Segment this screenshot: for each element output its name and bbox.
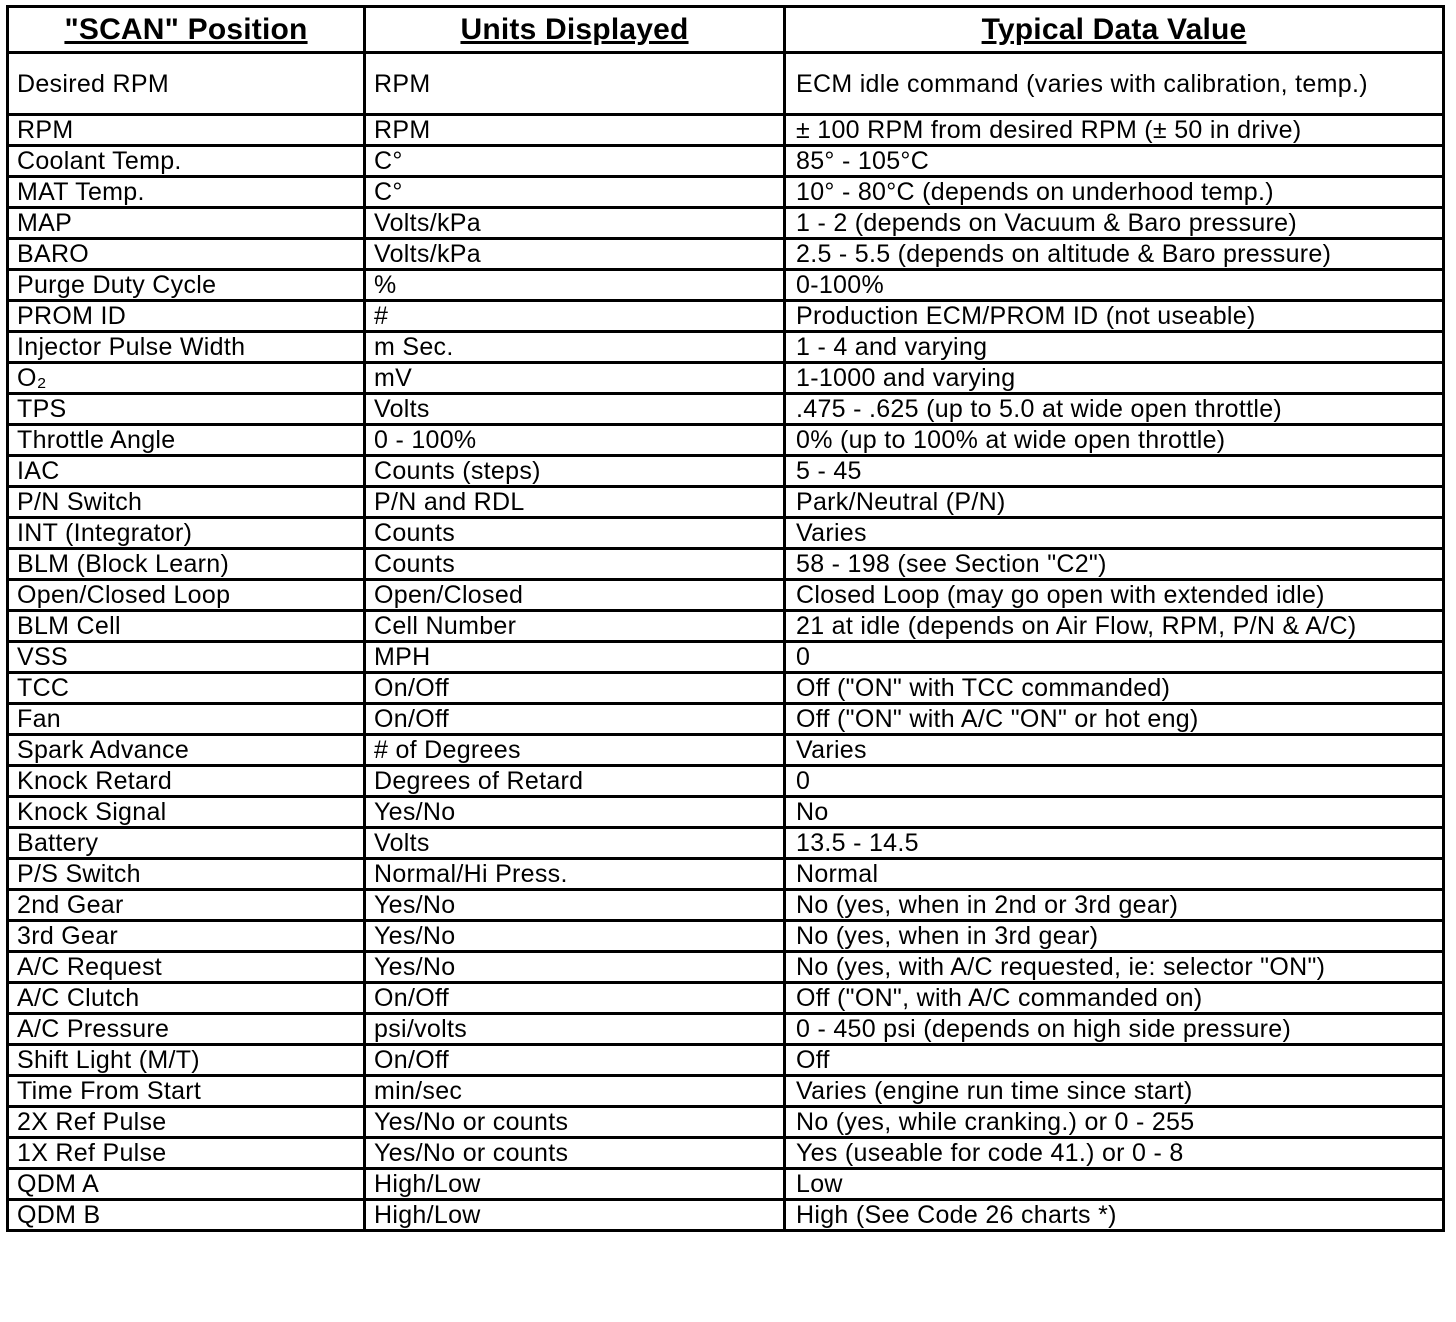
table-row bbox=[8, 1014, 1444, 1045]
value-cell: 13.5 - 14.5 bbox=[785, 828, 1444, 859]
scan-position-cell: Knock Retard bbox=[8, 766, 365, 797]
scan-position-cell: A/C Clutch bbox=[8, 983, 365, 1014]
scan-position-cell: BLM (Block Learn) bbox=[8, 549, 365, 580]
scan-position-cell: Coolant Temp. bbox=[8, 146, 365, 177]
scan-position-cell: 3rd Gear bbox=[8, 921, 365, 952]
value-cell: 58 - 198 (see Section "C2") bbox=[785, 549, 1444, 580]
table-row bbox=[8, 735, 1444, 766]
units-cell: Yes/No bbox=[365, 952, 785, 983]
scan-position-cell: TCC bbox=[8, 673, 365, 704]
header-typical-data-value: Typical Data Value bbox=[785, 7, 1444, 53]
value-cell: Off bbox=[785, 1045, 1444, 1076]
value-cell: ± 100 RPM from desired RPM (± 50 in drive) bbox=[785, 115, 1444, 146]
table-row bbox=[8, 146, 1444, 177]
table-row bbox=[8, 952, 1444, 983]
header-units-displayed: Units Displayed bbox=[365, 7, 785, 53]
value-cell: No bbox=[785, 797, 1444, 828]
table-row bbox=[8, 456, 1444, 487]
scan-position-cell: Knock Signal bbox=[8, 797, 365, 828]
scan-position-cell: P/S Switch bbox=[8, 859, 365, 890]
value-cell: 10° - 80°C (depends on underhood temp.) bbox=[785, 177, 1444, 208]
scan-position-cell: O₂ bbox=[8, 363, 365, 394]
table-row bbox=[8, 239, 1444, 270]
scan-position-cell: Purge Duty Cycle bbox=[8, 270, 365, 301]
table-row bbox=[8, 859, 1444, 890]
table-row bbox=[8, 1045, 1444, 1076]
scan-position-cell: P/N Switch bbox=[8, 487, 365, 518]
value-cell: No (yes, when in 3rd gear) bbox=[785, 921, 1444, 952]
scan-position-cell: Desired RPM bbox=[8, 53, 365, 115]
table-row bbox=[8, 518, 1444, 549]
value-cell: 5 - 45 bbox=[785, 456, 1444, 487]
units-cell: C° bbox=[365, 177, 785, 208]
scan-position-cell: 2nd Gear bbox=[8, 890, 365, 921]
value-cell: 0 bbox=[785, 766, 1444, 797]
value-cell: 85° - 105°C bbox=[785, 146, 1444, 177]
scan-position-cell: VSS bbox=[8, 642, 365, 673]
scan-position-cell: A/C Request bbox=[8, 952, 365, 983]
value-cell: High (See Code 26 charts *) bbox=[785, 1200, 1444, 1231]
units-cell: High/Low bbox=[365, 1169, 785, 1200]
units-cell: psi/volts bbox=[365, 1014, 785, 1045]
units-cell: On/Off bbox=[365, 983, 785, 1014]
units-cell: RPM bbox=[365, 115, 785, 146]
table-row bbox=[8, 766, 1444, 797]
value-cell: Low bbox=[785, 1169, 1444, 1200]
scan-position-cell: PROM ID bbox=[8, 301, 365, 332]
table-row bbox=[8, 1169, 1444, 1200]
units-cell: # bbox=[365, 301, 785, 332]
scan-position-cell: BLM Cell bbox=[8, 611, 365, 642]
scan-position-cell: Injector Pulse Width bbox=[8, 332, 365, 363]
table-row bbox=[8, 1107, 1444, 1138]
table-row bbox=[8, 983, 1444, 1014]
value-cell: 1 - 2 (depends on Vacuum & Baro pressure) bbox=[785, 208, 1444, 239]
units-cell: Volts/kPa bbox=[365, 208, 785, 239]
value-cell: 1 - 4 and varying bbox=[785, 332, 1444, 363]
units-cell: On/Off bbox=[365, 704, 785, 735]
table-row bbox=[8, 611, 1444, 642]
units-cell: MPH bbox=[365, 642, 785, 673]
scan-position-cell: Spark Advance bbox=[8, 735, 365, 766]
table-row bbox=[8, 704, 1444, 735]
units-cell: # of Degrees bbox=[365, 735, 785, 766]
value-cell: No (yes, while cranking.) or 0 - 255 bbox=[785, 1107, 1444, 1138]
scan-data-table bbox=[6, 5, 1445, 1232]
scan-position-cell: TPS bbox=[8, 394, 365, 425]
scan-position-cell: RPM bbox=[8, 115, 365, 146]
scan-position-cell: QDM A bbox=[8, 1169, 365, 1200]
table-row bbox=[8, 270, 1444, 301]
units-cell: Yes/No bbox=[365, 921, 785, 952]
value-cell: Normal bbox=[785, 859, 1444, 890]
table-row bbox=[8, 1076, 1444, 1107]
scan-position-cell: IAC bbox=[8, 456, 365, 487]
value-cell: Off ("ON", with A/C commanded on) bbox=[785, 983, 1444, 1014]
scan-position-cell: MAT Temp. bbox=[8, 177, 365, 208]
units-cell: P/N and RDL bbox=[365, 487, 785, 518]
table-row bbox=[8, 115, 1444, 146]
units-cell: Counts bbox=[365, 518, 785, 549]
table-row bbox=[8, 797, 1444, 828]
table-row bbox=[8, 1138, 1444, 1169]
value-cell: Park/Neutral (P/N) bbox=[785, 487, 1444, 518]
value-cell: Varies bbox=[785, 735, 1444, 766]
value-cell: Varies bbox=[785, 518, 1444, 549]
table-row bbox=[8, 487, 1444, 518]
units-cell: Yes/No bbox=[365, 797, 785, 828]
value-cell: 0-100% bbox=[785, 270, 1444, 301]
scan-position-cell: 2X Ref Pulse bbox=[8, 1107, 365, 1138]
units-cell: % bbox=[365, 270, 785, 301]
scan-position-cell: BARO bbox=[8, 239, 365, 270]
value-cell: Off ("ON" with TCC commanded) bbox=[785, 673, 1444, 704]
scan-position-cell: Open/Closed Loop bbox=[8, 580, 365, 611]
scan-position-cell: Shift Light (M/T) bbox=[8, 1045, 365, 1076]
units-cell: Open/Closed bbox=[365, 580, 785, 611]
units-cell: RPM bbox=[365, 53, 785, 115]
table-row bbox=[8, 363, 1444, 394]
units-cell: Degrees of Retard bbox=[365, 766, 785, 797]
units-cell: On/Off bbox=[365, 1045, 785, 1076]
scan-position-cell: 1X Ref Pulse bbox=[8, 1138, 365, 1169]
table-row bbox=[8, 332, 1444, 363]
header-scan-position: "SCAN" Position bbox=[8, 7, 365, 53]
units-cell: Cell Number bbox=[365, 611, 785, 642]
value-cell: Varies (engine run time since start) bbox=[785, 1076, 1444, 1107]
scan-position-cell: QDM B bbox=[8, 1200, 365, 1231]
value-cell: No (yes, when in 2nd or 3rd gear) bbox=[785, 890, 1444, 921]
scan-position-cell: Throttle Angle bbox=[8, 425, 365, 456]
units-cell: Volts bbox=[365, 394, 785, 425]
header-row bbox=[8, 7, 1444, 53]
table-row bbox=[8, 580, 1444, 611]
value-cell: No (yes, with A/C requested, ie: selector "ON") bbox=[785, 952, 1444, 983]
units-cell: Counts bbox=[365, 549, 785, 580]
units-cell: High/Low bbox=[365, 1200, 785, 1231]
scan-position-cell: Fan bbox=[8, 704, 365, 735]
table-row bbox=[8, 177, 1444, 208]
units-cell: min/sec bbox=[365, 1076, 785, 1107]
value-cell: Yes (useable for code 41.) or 0 - 8 bbox=[785, 1138, 1444, 1169]
scan-position-cell: Time From Start bbox=[8, 1076, 365, 1107]
table-row bbox=[8, 301, 1444, 332]
table-row bbox=[8, 394, 1444, 425]
value-cell: 2.5 - 5.5 (depends on altitude & Baro pressure) bbox=[785, 239, 1444, 270]
units-cell: Normal/Hi Press. bbox=[365, 859, 785, 890]
units-cell: Volts/kPa bbox=[365, 239, 785, 270]
value-cell: 0 bbox=[785, 642, 1444, 673]
units-cell: mV bbox=[365, 363, 785, 394]
value-cell: .475 - .625 (up to 5.0 at wide open throttle) bbox=[785, 394, 1444, 425]
table-row bbox=[8, 425, 1444, 456]
value-cell: ECM idle command (varies with calibration, temp.) bbox=[785, 53, 1444, 115]
units-cell: Volts bbox=[365, 828, 785, 859]
table-body bbox=[8, 53, 1444, 1231]
units-cell: 0 - 100% bbox=[365, 425, 785, 456]
units-cell: Yes/No or counts bbox=[365, 1138, 785, 1169]
value-cell: Off ("ON" with A/C "ON" or hot eng) bbox=[785, 704, 1444, 735]
table-row bbox=[8, 642, 1444, 673]
table-row bbox=[8, 890, 1444, 921]
units-cell: Yes/No or counts bbox=[365, 1107, 785, 1138]
units-cell: Counts (steps) bbox=[365, 456, 785, 487]
units-cell: C° bbox=[365, 146, 785, 177]
value-cell: Production ECM/PROM ID (not useable) bbox=[785, 301, 1444, 332]
table-row bbox=[8, 549, 1444, 580]
units-cell: m Sec. bbox=[365, 332, 785, 363]
scan-position-cell: A/C Pressure bbox=[8, 1014, 365, 1045]
table-row bbox=[8, 53, 1444, 115]
value-cell: 1-1000 and varying bbox=[785, 363, 1444, 394]
table-row bbox=[8, 921, 1444, 952]
scan-position-cell: MAP bbox=[8, 208, 365, 239]
table-row bbox=[8, 1200, 1444, 1231]
table-row bbox=[8, 673, 1444, 704]
table-row bbox=[8, 208, 1444, 239]
value-cell: 0% (up to 100% at wide open throttle) bbox=[785, 425, 1444, 456]
value-cell: 21 at idle (depends on Air Flow, RPM, P/N & A/C) bbox=[785, 611, 1444, 642]
units-cell: On/Off bbox=[365, 673, 785, 704]
units-cell: Yes/No bbox=[365, 890, 785, 921]
table-row bbox=[8, 828, 1444, 859]
scan-position-cell: Battery bbox=[8, 828, 365, 859]
value-cell: 0 - 450 psi (depends on high side pressure) bbox=[785, 1014, 1444, 1045]
value-cell: Closed Loop (may go open with extended idle) bbox=[785, 580, 1444, 611]
scan-position-cell: INT (Integrator) bbox=[8, 518, 365, 549]
